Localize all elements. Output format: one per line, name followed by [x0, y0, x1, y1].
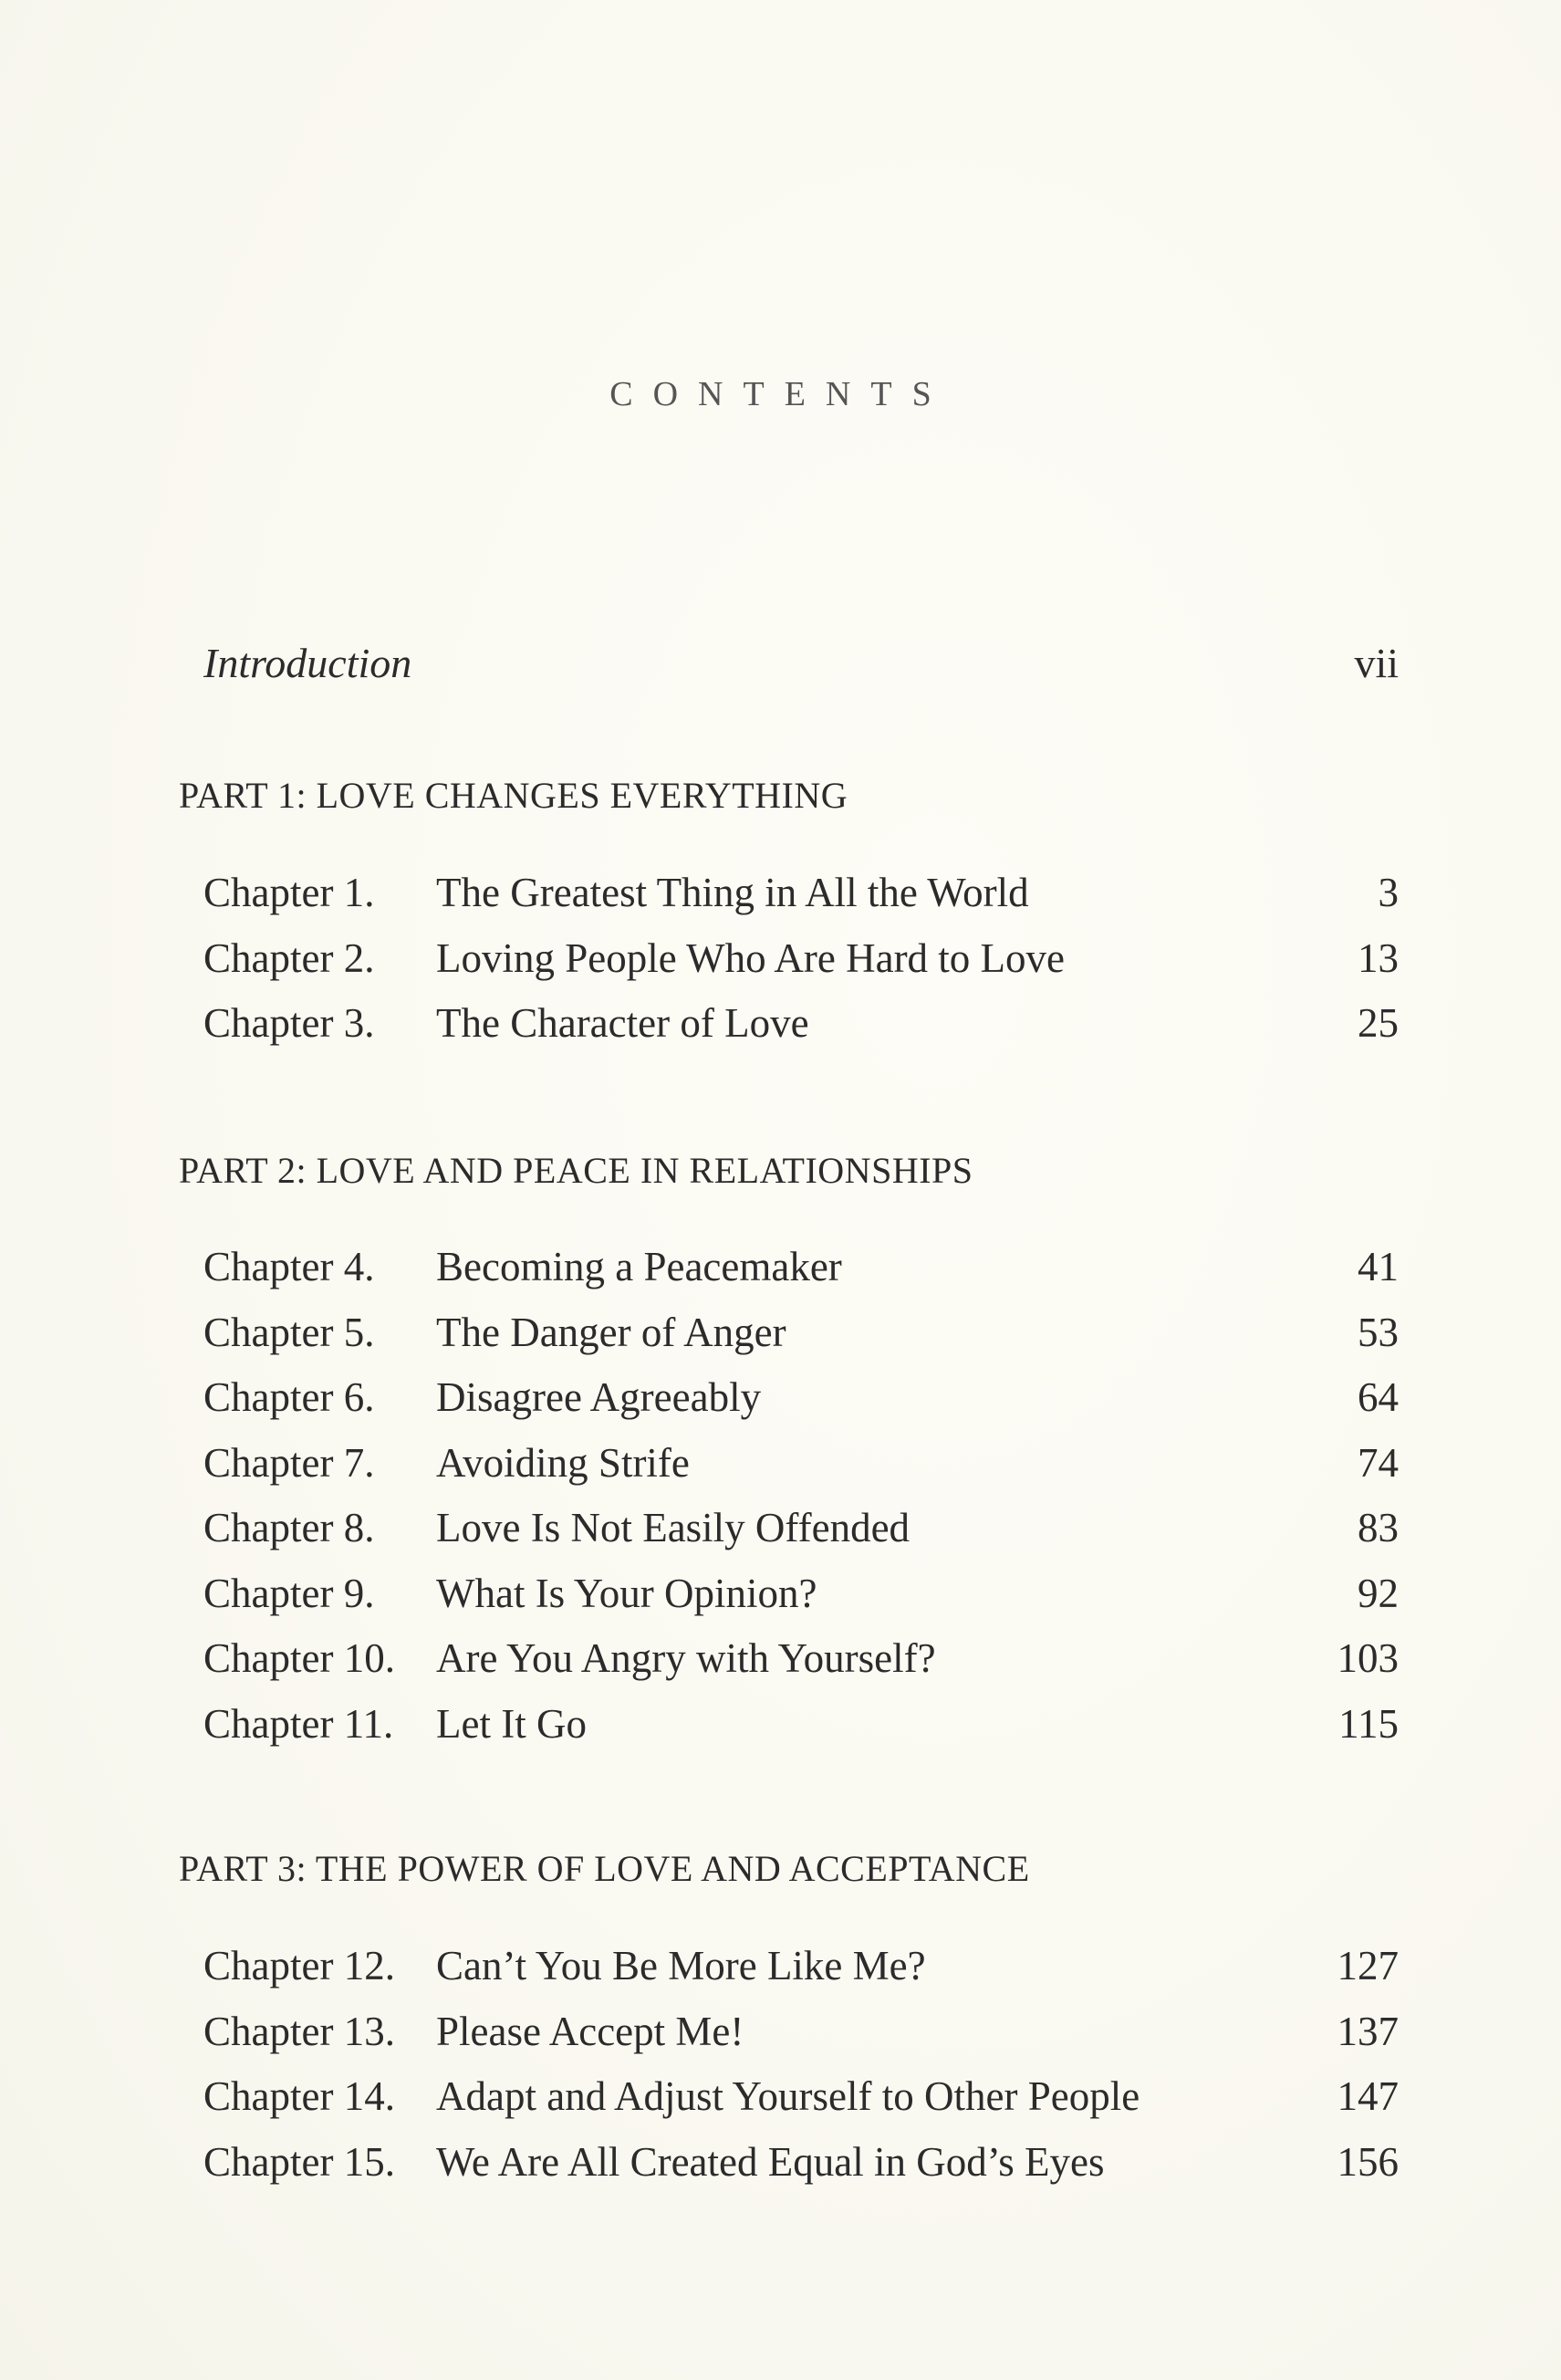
chapter-title: Disagree Agreeably [436, 1374, 762, 1420]
chapter-entry [203, 934, 1399, 1000]
chapter-page-number: 127 [1337, 1943, 1399, 1989]
chapter-entry [203, 2008, 1399, 2073]
part-heading: PART 1: LOVE CHANGES EVERYTHING [179, 775, 848, 816]
chapter-entry [203, 1504, 1399, 1570]
chapter-page-number: 83 [1358, 1505, 1399, 1550]
chapter-page-number: 137 [1337, 2008, 1399, 2054]
chapter-entry [203, 1634, 1399, 1700]
chapter-title: Love Is Not Easily Offended [436, 1505, 911, 1550]
chapter-list [203, 869, 1399, 1065]
chapter-list [203, 1942, 1399, 2203]
chapter-entry [203, 2072, 1399, 2138]
chapter-list [203, 1243, 1399, 1765]
chapter-label: Chapter 6. [203, 1374, 375, 1420]
chapter-title: The Character of Love [436, 1000, 809, 1046]
chapter-page-number: 3 [1378, 870, 1399, 915]
chapter-page-number: 41 [1358, 1244, 1399, 1289]
chapter-label: Chapter 8. [203, 1505, 375, 1550]
chapter-title: Let It Go [436, 1700, 587, 1747]
chapter-label: Chapter 10. [203, 1635, 395, 1681]
chapter-page-number: 53 [1358, 1309, 1399, 1355]
intro-title: Introduction [203, 640, 412, 686]
chapter-entry [203, 1700, 1399, 1766]
chapter-page-number: 25 [1358, 1000, 1399, 1046]
chapter-page-number: 74 [1358, 1439, 1399, 1486]
chapter-title: Becoming a Peacemaker [436, 1244, 842, 1289]
part-heading: PART 3: THE POWER OF LOVE AND ACCEPTANCE [179, 1848, 1030, 1889]
chapter-title: We Are All Created Equal in God’s Eyes [436, 2138, 1105, 2185]
chapter-title: Are You Angry with Yourself? [436, 1635, 936, 1681]
chapter-label: Chapter 7. [203, 1439, 375, 1486]
chapter-page-number: 115 [1338, 1700, 1399, 1747]
chapter-label: Chapter 2. [203, 934, 375, 981]
chapter-label: Chapter 14. [203, 2073, 395, 2119]
chapter-page-number: 147 [1337, 2073, 1399, 2119]
chapter-entry [203, 1309, 1399, 1374]
chapter-label: Chapter 5. [203, 1309, 375, 1355]
chapter-title: The Greatest Thing in All the World [436, 870, 1029, 915]
chapter-label: Chapter 15. [203, 2138, 395, 2185]
chapter-page-number: 64 [1358, 1374, 1399, 1420]
intro-entry [203, 639, 1399, 694]
chapter-entry [203, 1243, 1399, 1309]
chapter-title: Can’t You Be More Like Me? [436, 1943, 926, 1989]
chapter-entry [203, 999, 1399, 1065]
chapter-entry [203, 1942, 1399, 2008]
chapter-label: Chapter 12. [203, 1943, 395, 1989]
chapter-label: Chapter 13. [203, 2008, 395, 2054]
chapter-title: Please Accept Me! [436, 2008, 744, 2054]
chapter-entry [203, 1373, 1399, 1439]
chapter-title: Adapt and Adjust Yourself to Other People [436, 2073, 1140, 2119]
part-heading: PART 2: LOVE AND PEACE IN RELATIONSHIPS [179, 1150, 973, 1191]
chapter-label: Chapter 11. [203, 1700, 394, 1747]
chapter-entry [203, 1570, 1399, 1635]
chapter-title: The Danger of Anger [436, 1309, 786, 1355]
chapter-entry [203, 2138, 1399, 2204]
chapter-label: Chapter 1. [203, 870, 375, 915]
chapter-label: Chapter 4. [203, 1244, 375, 1289]
chapter-page-number: 103 [1337, 1635, 1399, 1681]
chapter-label: Chapter 3. [203, 1000, 375, 1046]
chapter-page-number: 92 [1358, 1570, 1399, 1616]
chapter-entry [203, 1439, 1399, 1505]
chapter-entry [203, 869, 1399, 934]
chapter-page-number: 13 [1358, 934, 1399, 981]
chapter-page-number: 156 [1337, 2138, 1399, 2185]
chapter-title: What Is Your Opinion? [436, 1570, 817, 1616]
intro-page-number: vii [1354, 640, 1399, 686]
contents-heading: CONTENTS [609, 375, 952, 413]
chapter-title: Avoiding Strife [436, 1439, 690, 1486]
chapter-title: Loving People Who Are Hard to Love [436, 934, 1066, 981]
chapter-label: Chapter 9. [203, 1570, 375, 1616]
